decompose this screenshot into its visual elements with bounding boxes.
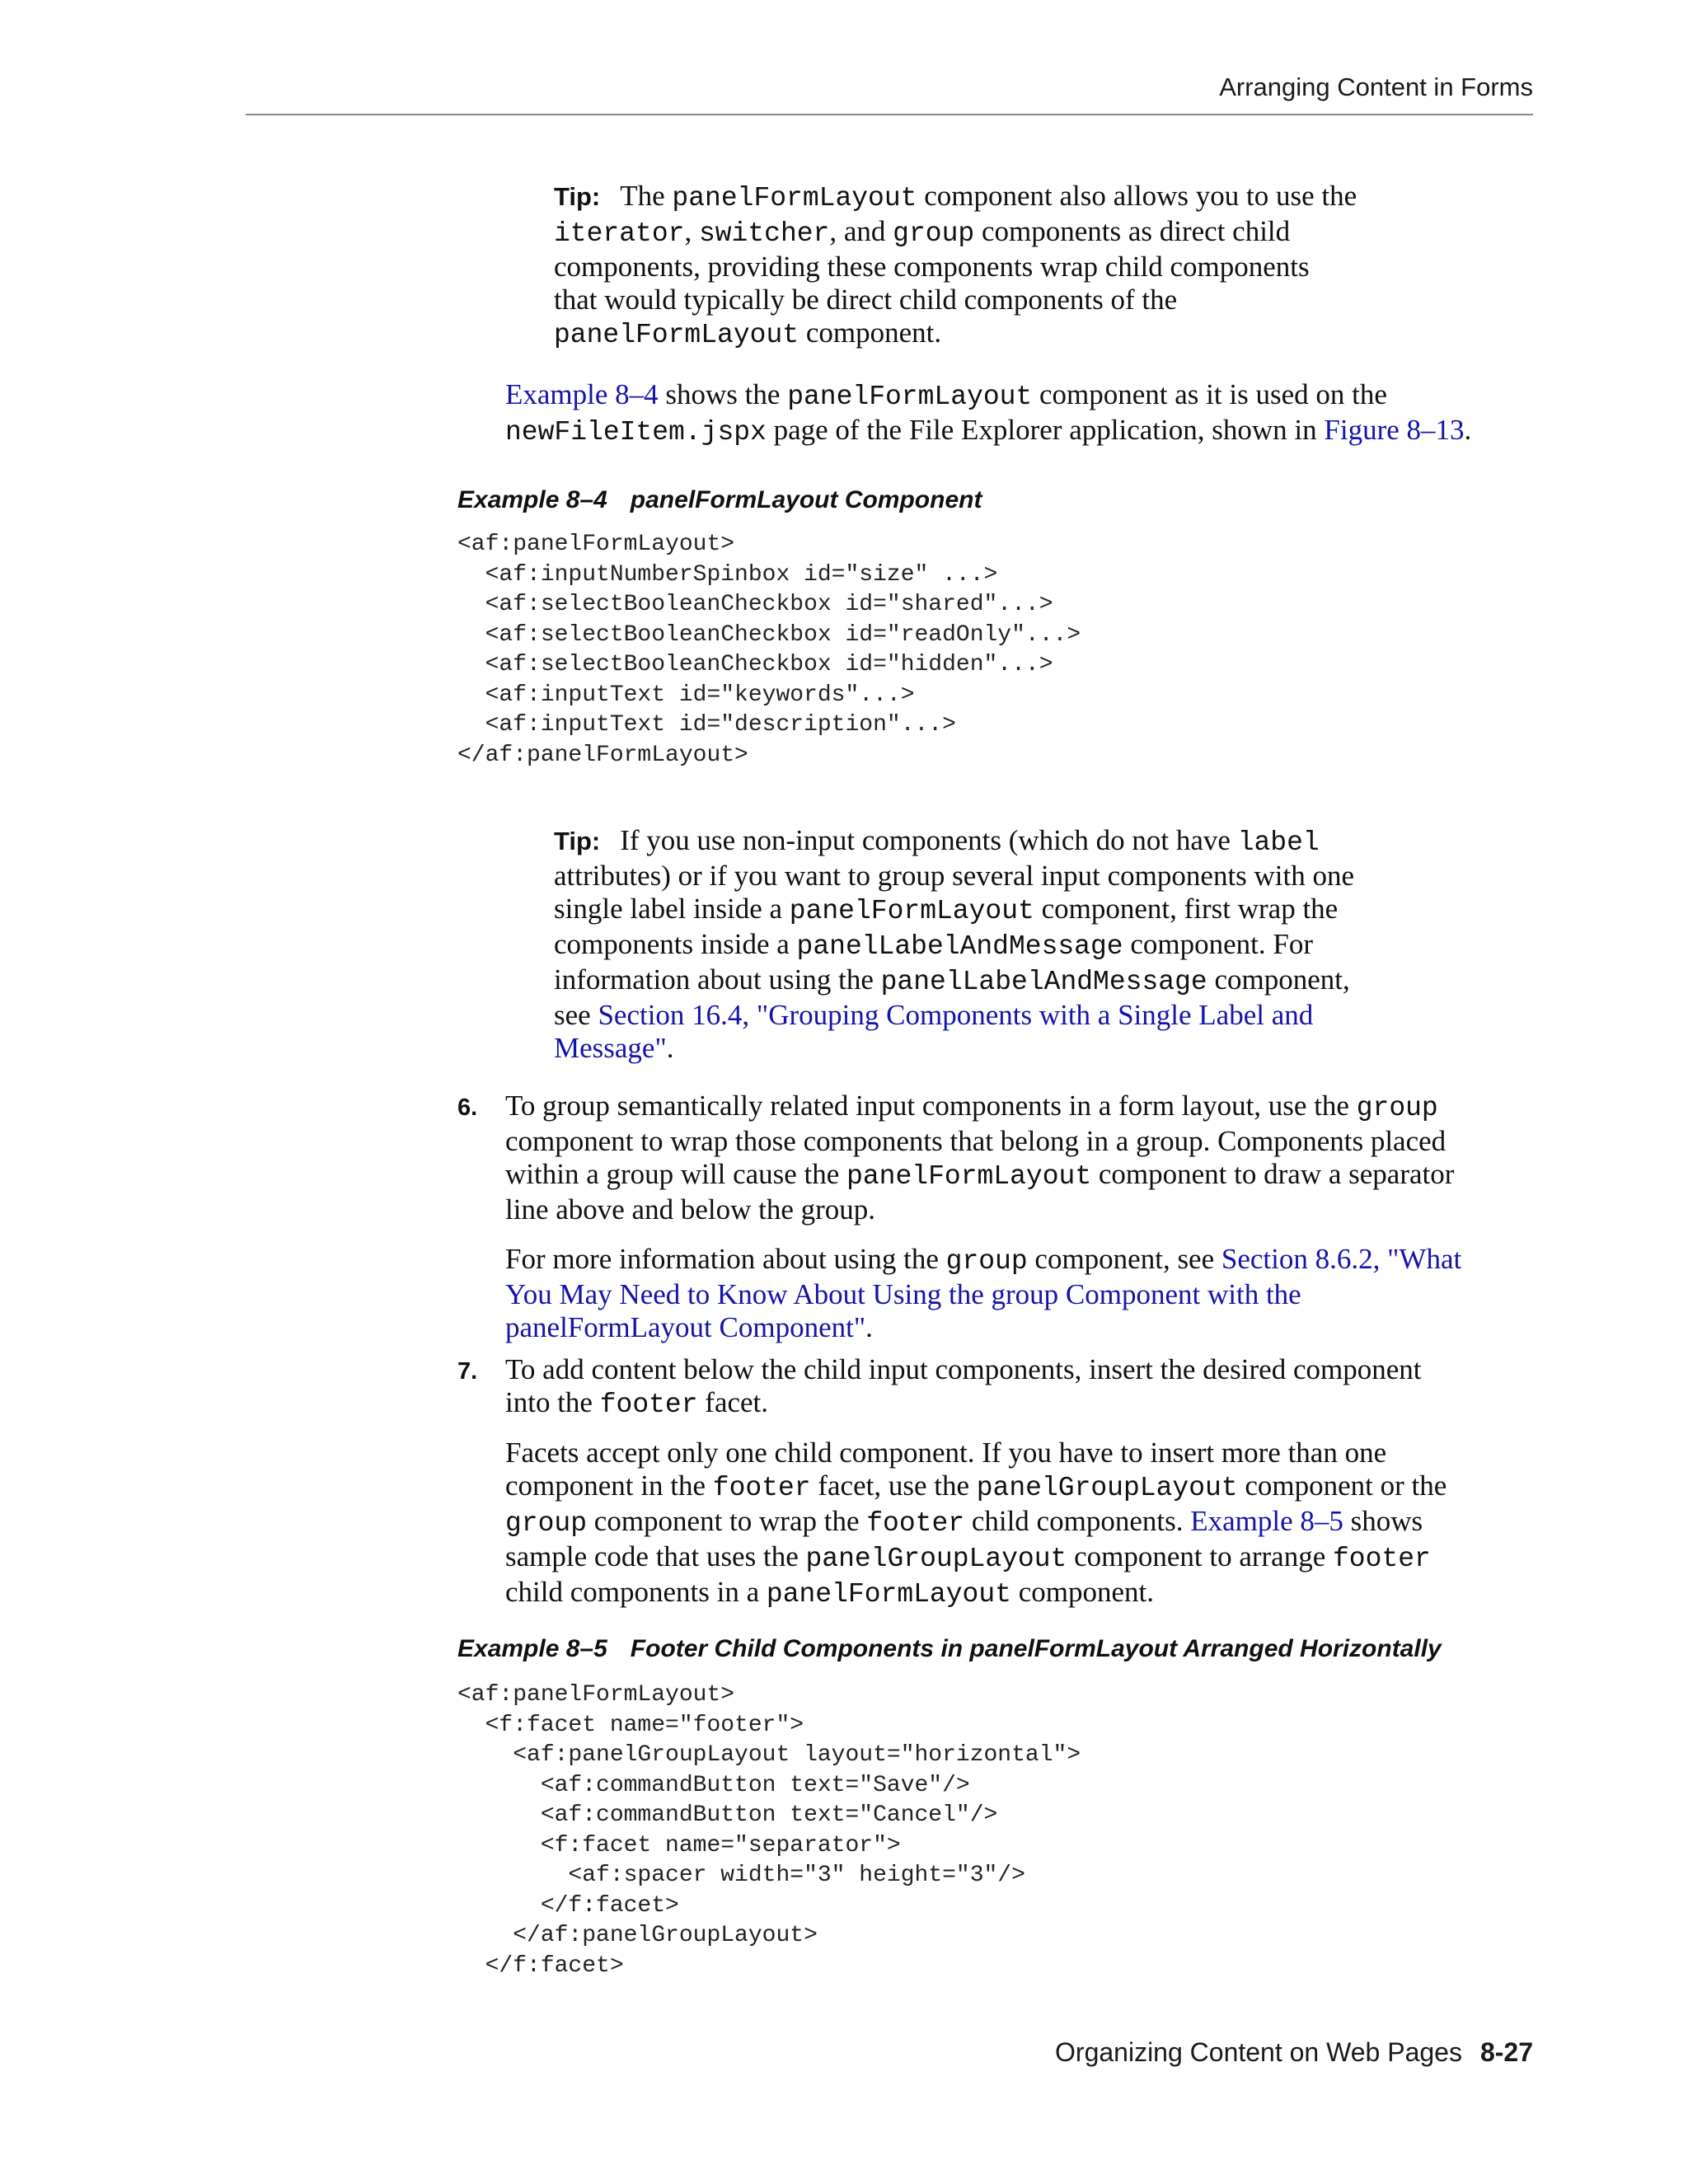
step-6-para2-line-1 — [505, 1243, 1544, 1278]
footer-section-title: Organizing Content on Web Pages — [1055, 2037, 1462, 2067]
tip-box-2 — [554, 824, 1543, 1065]
tip-2-line-4 — [554, 928, 1543, 963]
code-term: panelFormLayout — [672, 183, 917, 213]
section-16-4-link-cont[interactable]: Message" — [554, 1032, 667, 1064]
body-text: child components in a — [505, 1576, 767, 1608]
body-text: component or the — [1237, 1469, 1447, 1502]
example-number: Example 8–5 — [457, 1635, 607, 1662]
body-text: facet. — [697, 1386, 769, 1418]
code-term: group — [945, 1246, 1028, 1277]
tip-text: If you use non-input components (which do not have — [620, 824, 1238, 856]
section-8-6-2-link-cont[interactable]: You May Need to Know About Using the group Component with the — [505, 1278, 1301, 1310]
example-8-4-link[interactable]: Example 8–4 — [505, 378, 659, 410]
tip-1-line-4: that would typically be direct child components of the — [554, 284, 1178, 316]
tip-text: , — [684, 215, 699, 247]
body-text: . — [865, 1311, 873, 1343]
step-6-line-4: line above and below the group. — [505, 1193, 876, 1226]
body-text: component. — [1010, 1576, 1154, 1608]
step-6-line-1 — [505, 1090, 1544, 1125]
figure-8-13-link[interactable]: Figure 8–13 — [1324, 414, 1465, 446]
step-6-line-3 — [505, 1158, 1544, 1193]
tip-1-line-3: components, providing these components wrap child components — [554, 251, 1310, 283]
tip-text: component. — [799, 316, 942, 349]
tip-2-line-7 — [554, 1032, 1543, 1065]
code-term: panelFormLayout — [846, 1161, 1092, 1192]
tip-text: see — [554, 999, 598, 1031]
body-text: component to draw a separator — [1091, 1158, 1455, 1190]
body-text: component to wrap the — [587, 1505, 867, 1537]
section-8-6-2-link[interactable]: Section 8.6.2, "What — [1221, 1243, 1462, 1275]
body-text: shows the — [658, 378, 788, 410]
tip-2-line-1 — [554, 824, 1543, 860]
code-term: iterator — [554, 218, 685, 249]
step-6-para2-line-3 — [505, 1311, 1544, 1344]
tip-text: component, first wrap the — [1034, 893, 1339, 925]
body-text: component, see — [1027, 1243, 1221, 1275]
code-term: footer — [599, 1390, 698, 1420]
example-8-5-code: <af:panelFormLayout> <f:facet name="footer"> <af:panelGroupLayout layout="horizontal"> <af:commandButton text="Save"/> <af:commandButton text="Cancel"/> <f:facet name="separator"> <af:spacer width="3" height="3"/> </f:facet> </af:panelGroupLayout> </f:facet> — [457, 1682, 1081, 1979]
tip-2-line-3 — [554, 893, 1543, 928]
step-6-para2-line-2 — [505, 1278, 1544, 1311]
code-term: panelGroupLayout — [805, 1544, 1067, 1574]
example-8-4-code: <af:panelFormLayout> <af:inputNumberSpinbox id="size" ...> <af:selectBooleanCheckbox id="shared"...> <af:selectBooleanCheckbox id="readOnly"...> <af:selectBooleanCheckbox id="hidden"...> <af:inputText id="keywords"...> <af:inputText id="description"...> </af:panelFormLayout> — [457, 532, 1081, 768]
code-term: panelFormLayout — [787, 382, 1033, 412]
tip-text: component also allows you to use the — [917, 180, 1357, 212]
tip-1-line-2 — [554, 215, 1526, 251]
body-text: into the — [505, 1386, 600, 1418]
step-6-body — [505, 1090, 1544, 1344]
body-text: component in the — [505, 1469, 713, 1502]
section-16-4-link[interactable]: Section 16.4, "Grouping Components with a Single Label and — [598, 999, 1314, 1031]
body-text: sample code that uses the — [505, 1540, 806, 1572]
code-term: switcher — [698, 218, 830, 249]
body-text: For more information about using the — [505, 1243, 946, 1275]
step-7-body — [505, 1353, 1544, 1611]
body-text: page of the File Explorer application, shown in — [766, 414, 1325, 446]
code-term: panelLabelAndMessage — [880, 967, 1207, 997]
page-header-title: Arranging Content in Forms — [1219, 73, 1533, 101]
code-term: group — [1356, 1093, 1438, 1123]
tip-text: , and — [829, 215, 893, 247]
tip-2-line-2: attributes) or if you want to group several input components with one — [554, 860, 1355, 892]
tip-text: information about using the — [554, 963, 881, 996]
body-text: . — [1464, 414, 1472, 446]
example-caption: panelFormLayout Component — [630, 486, 982, 513]
step-7-number: 7. — [457, 1358, 478, 1385]
tip-text: single label inside a — [554, 893, 790, 925]
step-7-para2-line-5 — [505, 1576, 1544, 1611]
code-term: panelLabelAndMessage — [796, 931, 1123, 962]
code-term: label — [1237, 827, 1320, 858]
tip-label: Tip: — [554, 182, 601, 211]
example-caption: Footer Child Components in panelFormLayout Arranged Horizontally — [630, 1635, 1442, 1662]
intro-line-2 — [505, 414, 1544, 449]
example-number: Example 8–4 — [457, 486, 607, 513]
code-term: footer — [866, 1508, 965, 1539]
code-term: group — [893, 218, 975, 249]
step-7-para2-line-1: Facets accept only one child component. If you have to insert more than one — [505, 1436, 1387, 1469]
step-6-line-2: component to wrap those components that belong in a group. Components placed — [505, 1125, 1447, 1157]
tip-2-line-5 — [554, 963, 1543, 999]
step-7-para2-line-2 — [505, 1469, 1544, 1505]
body-text: shows — [1343, 1505, 1423, 1537]
example-8-5-link[interactable]: Example 8–5 — [1190, 1505, 1343, 1537]
body-text: To group semantically related input components in a form layout, use the — [505, 1090, 1357, 1122]
body-text: component to arrange — [1067, 1540, 1333, 1572]
body-text: facet, use the — [810, 1469, 977, 1502]
code-term: group — [505, 1508, 588, 1539]
page-number: 8-27 — [1479, 2037, 1533, 2067]
step-7-line-1: To add content below the child input components, insert the desired component — [505, 1353, 1422, 1385]
tip-box-1 — [554, 180, 1526, 352]
tip-text: . — [666, 1032, 674, 1064]
body-text: child components. — [964, 1505, 1191, 1537]
tip-1-line-1 — [554, 180, 1526, 215]
header-rule — [246, 114, 1533, 115]
intro-line-1 — [505, 378, 1544, 414]
tip-text: component. For — [1123, 928, 1313, 960]
step-7-line-2 — [505, 1386, 1544, 1422]
code-term: panelGroupLayout — [976, 1473, 1238, 1503]
intro-paragraph — [505, 378, 1544, 449]
example-8-4-title — [457, 486, 1529, 514]
tip-label: Tip: — [554, 827, 601, 855]
step-6-number: 6. — [457, 1094, 478, 1121]
code-term: newFileItem.jspx — [505, 417, 767, 448]
tip-2-line-6 — [554, 999, 1543, 1032]
tip-text: The — [620, 180, 673, 212]
body-text: within a group will cause the — [505, 1158, 847, 1190]
tip-text: component, — [1207, 963, 1350, 996]
tip-text: components inside a — [554, 928, 797, 960]
example-8-5-title — [457, 1635, 1545, 1663]
section-8-6-2-link-end[interactable]: panelFormLayout Component" — [505, 1311, 866, 1343]
code-term: footer — [1333, 1544, 1431, 1574]
code-term: panelFormLayout — [554, 320, 799, 350]
code-term: panelFormLayout — [766, 1579, 1011, 1610]
code-term: panelFormLayout — [789, 896, 1034, 926]
tip-1-line-5 — [554, 316, 1526, 352]
body-text: component as it is used on the — [1032, 378, 1387, 410]
page-footer — [907, 2037, 1533, 2068]
code-term: footer — [712, 1473, 811, 1503]
step-7-para2-line-4 — [505, 1540, 1544, 1576]
tip-text: components as direct child — [974, 215, 1291, 247]
step-7-para2-line-3 — [505, 1505, 1544, 1540]
